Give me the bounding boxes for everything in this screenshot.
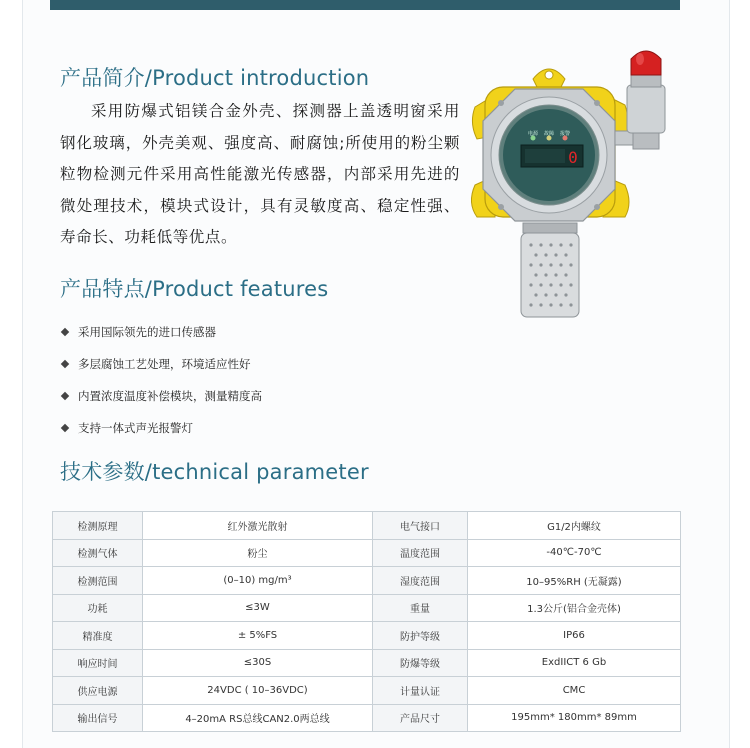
table-row — [53, 539, 681, 567]
features-title: 产品特点/Product features — [60, 277, 329, 301]
diamond-bullet-icon — [61, 328, 69, 336]
diamond-bullet-icon — [61, 392, 69, 400]
display-reading: 0 — [568, 148, 578, 167]
features-list — [58, 316, 458, 444]
table-row — [53, 594, 681, 622]
spec-value: 粉尘 — [143, 539, 373, 567]
spec-label: 产品尺寸 — [373, 704, 468, 732]
spec-value: IP66 — [468, 622, 681, 650]
spec-value: ≤3W — [143, 594, 373, 622]
table-row — [53, 677, 681, 705]
indicator-label-power: 电源 — [527, 131, 539, 137]
spec-label: 检测原理 — [53, 512, 143, 540]
spec-value: ≤30S — [143, 649, 373, 677]
spec-value: ± 5%FS — [143, 622, 373, 650]
spec-label: 防爆等级 — [373, 649, 468, 677]
spec-label: 检测范围 — [53, 567, 143, 595]
feature-text: 支持一体式声光报警灯 — [78, 421, 193, 435]
table-row — [53, 704, 681, 732]
spec-value: 4–20mA RS总线CAN2.0两总线 — [143, 704, 373, 732]
params-title: 技术参数/technical parameter — [60, 460, 369, 484]
spec-value: (0–10) mg/m³ — [143, 567, 373, 595]
diamond-bullet-icon — [61, 360, 69, 368]
feature-item — [58, 316, 458, 348]
spec-label: 电气接口 — [373, 512, 468, 540]
spec-value: G1/2内螺纹 — [468, 512, 681, 540]
table-row — [53, 512, 681, 540]
spec-table — [52, 511, 681, 732]
spec-value: 195mm* 180mm* 89mm — [468, 704, 681, 732]
spec-label: 精准度 — [53, 622, 143, 650]
table-row — [53, 649, 681, 677]
spec-label: 防护等级 — [373, 622, 468, 650]
gas-detector-illustration — [465, 45, 690, 330]
feature-text: 多层腐蚀工艺处理，环境适应性好 — [78, 357, 251, 371]
spec-value: 红外激光散射 — [143, 512, 373, 540]
diamond-bullet-icon — [61, 424, 69, 432]
spec-value: ExdIICT 6 Gb — [468, 649, 681, 677]
spec-label: 湿度范围 — [373, 567, 468, 595]
spec-label: 检测气体 — [53, 539, 143, 567]
spec-value: -40℃-70℃ — [468, 539, 681, 567]
spec-label: 计量认证 — [373, 677, 468, 705]
intro-title: 产品简介/Product introduction — [60, 66, 370, 90]
spec-label: 供应电源 — [53, 677, 143, 705]
table-row — [53, 567, 681, 595]
spec-label: 重量 — [373, 594, 468, 622]
intro-body: 采用防爆式铝镁合金外壳、探测器上盖透明窗采用钢化玻璃，外壳美观、强度高、耐腐蚀;所使用的粉尘颗粒物检测元件采用高性能激光传感器，内部采用先进的微处理技术，模块式设计，具有灵敏度高、稳定性强、寿命长、功耗低等优点。 — [60, 102, 460, 246]
indicator-label-fault: 故障 — [543, 131, 555, 137]
feature-item — [58, 380, 458, 412]
spec-label: 功耗 — [53, 594, 143, 622]
table-row — [53, 622, 681, 650]
spec-label: 响应时间 — [53, 649, 143, 677]
indicator-label-alarm: 报警 — [559, 131, 571, 137]
spec-value: 24VDC ( 10–36VDC) — [143, 677, 373, 705]
feature-item — [58, 348, 458, 380]
feature-item — [58, 412, 458, 444]
spec-value: 1.3公斤(铝合金壳体) — [468, 594, 681, 622]
feature-text: 内置浓度温度补偿模块，测量精度高 — [78, 389, 262, 403]
spec-value: CMC — [468, 677, 681, 705]
header-bar — [50, 0, 680, 10]
spec-value: 10–95%RH (无凝露) — [468, 567, 681, 595]
feature-text: 采用国际领先的进口传感器 — [78, 325, 216, 339]
spec-label: 输出信号 — [53, 704, 143, 732]
spec-label: 温度范围 — [373, 539, 468, 567]
